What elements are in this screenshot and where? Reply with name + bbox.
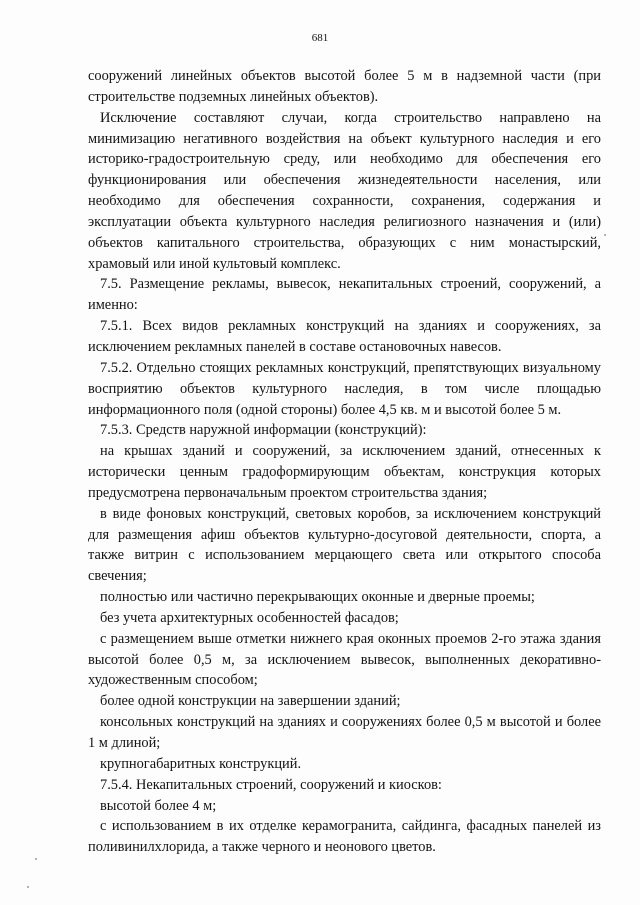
scan-speck bbox=[604, 234, 606, 236]
page-text bbox=[88, 66, 601, 858]
list-item-materials: с использованием в их отделке керамогранита, сайдинга, фасадных панелей из поливинилхлорида, а также черного и неонового цветов. bbox=[88, 818, 601, 856]
list-item-facades: без учета архитектурных особенностей фасадов; bbox=[100, 609, 399, 626]
list-item-light-boxes: в виде фоновых конструкций, световых коробов, за исключением конструкций для размещения афиш объектов культурно-досуговой деятельности, спорта, а также витрин с использованием мерцающего света или открытого способа свечения; bbox=[88, 505, 601, 585]
list-item-console: консольных конструкций на зданиях и сооружениях более 0,5 м высотой и более 1 м длиной; bbox=[88, 714, 601, 751]
paragraph-7-5-2: 7.5.2. Отдельно стоящих рекламных конструкций, препятствующих визуальному восприятию объектов культурного наследия, в том числе площадью информационного поля (одной стороны) более 4,5 кв. м и высотой более 5 м. bbox=[88, 359, 601, 418]
paragraph-7-5: 7.5. Размещение рекламы, вывесок, некапитальных строений, сооружений, а именно: bbox=[88, 276, 601, 314]
list-item-large: крупногабаритных конструкций. bbox=[100, 755, 302, 772]
paragraph-7-5-1: 7.5.1. Всех видов рекламных конструкций на зданиях и сооружениях, за исключением рекламных панелей в составе остановочных навесов. bbox=[88, 318, 601, 355]
page-number: 681 bbox=[311, 32, 329, 44]
list-item-height: высотой более 4 м; bbox=[100, 797, 217, 814]
scan-speck bbox=[35, 858, 37, 860]
scan-speck bbox=[27, 886, 29, 888]
paragraph-exception: Исключение составляют случаи, когда строительство направлено на минимизацию негативного воздействия на объект культурного наследия и его историко-градостроительную среду, или необходимо для обеспечения его функционирования или обеспечения жизнедеятельности населения, или необходимо для обеспечения сохранности, сохранения, содержания и эксплуатации объекта культурного наследия религиозного назначения и (или) объектов капитального строительства, образующих с ним монастырский, храмовый или иной культовый комплекс. bbox=[88, 109, 601, 272]
list-item-second-floor: с размещением выше отметки нижнего края оконных проемов 2-го этажа здания высотой более 0,5 м, за исключением вывесок, выполненных декоративно-художественным способом; bbox=[88, 630, 601, 689]
paragraph-continuation: сооружений линейных объектов высотой более 5 м в надземной части (при строительстве подземных линейных объектов). bbox=[88, 68, 601, 105]
paragraph-7-5-4: 7.5.4. Некапитальных строений, сооружений и киосков: bbox=[100, 776, 442, 793]
list-item-openings: полностью или частично перекрывающих оконные и дверные проемы; bbox=[100, 589, 535, 606]
list-item-roofs: на крышах зданий и сооружений, за исключением зданий, отнесенных к исторически ценным градоформирующим объектам, конструкция которых предусмотрена первоначальным проектом строительства здания; bbox=[88, 443, 601, 501]
paragraph-7-5-3: 7.5.3. Средств наружной информации (конструкций): bbox=[100, 422, 427, 439]
list-item-roof-top: более одной конструкции на завершении зданий; bbox=[100, 693, 401, 710]
